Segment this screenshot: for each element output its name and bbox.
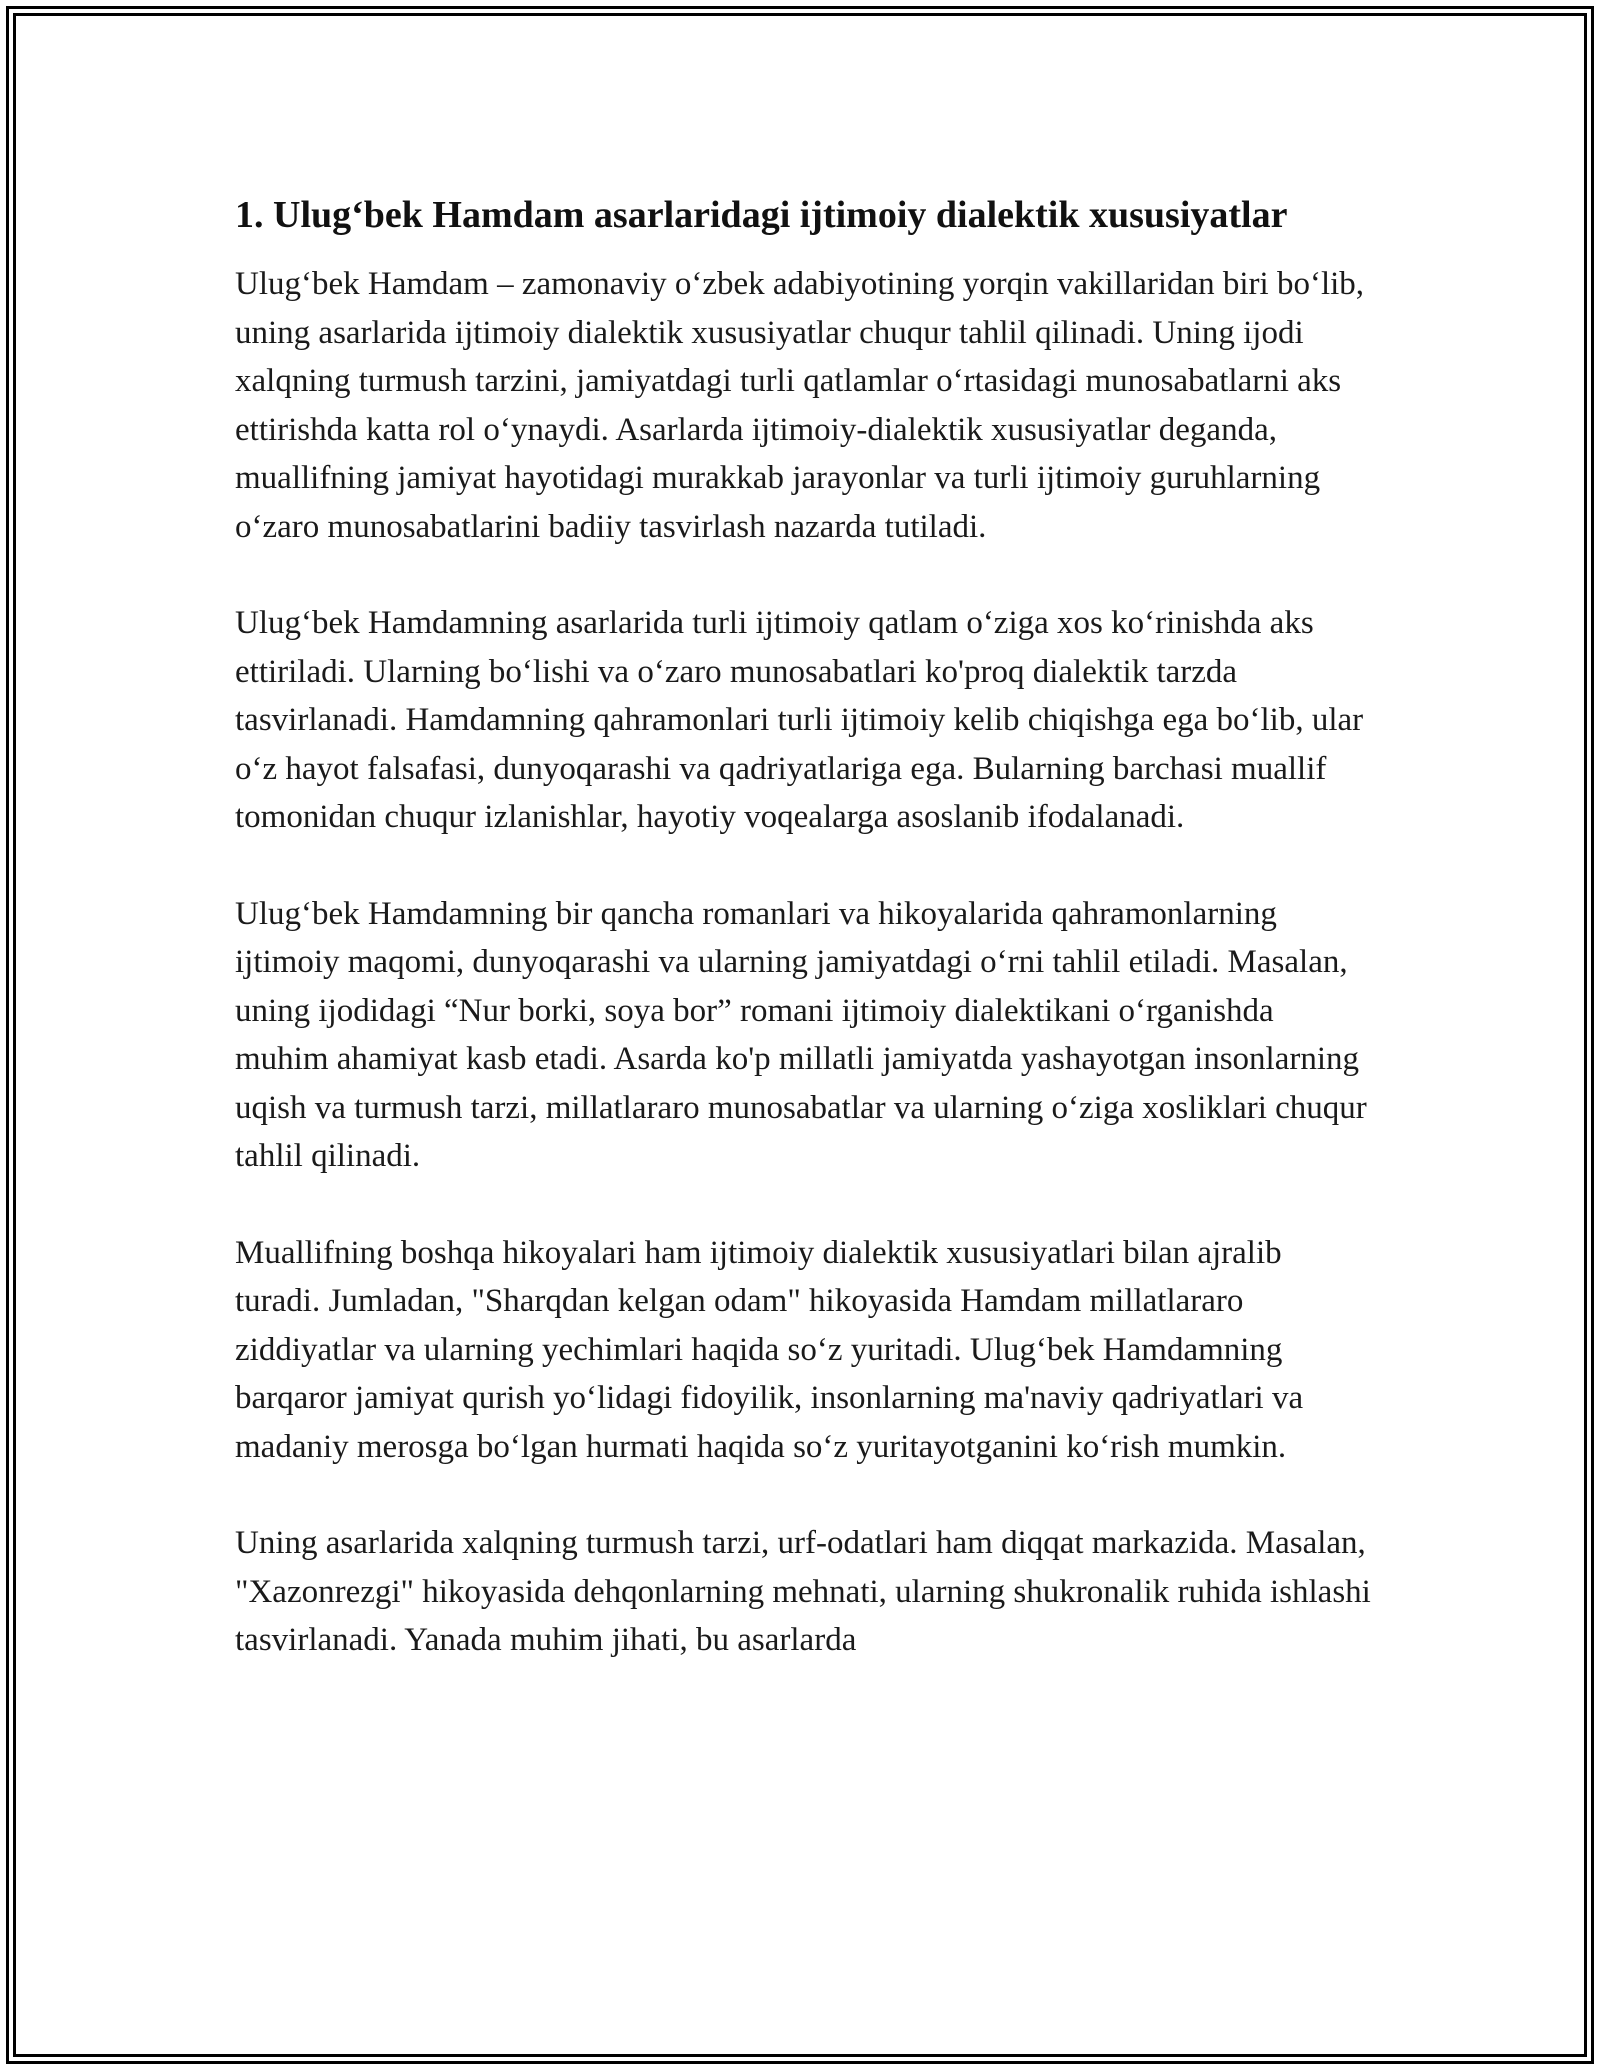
document-body <box>235 188 1375 1713</box>
section-heading: 1. Ulug‘bek Hamdam asarlaridagi ijtimoiy dialektik xususiyatlar <box>235 194 1288 236</box>
paragraph-2: Ulug‘bek Hamdamning asarlarida turli ijtimoiy qatlam o‘ziga xos ko‘rinishda aks ettiriladi. Ularning bo‘lishi va o‘zaro munosabatlari ko'proq dialektik tarzda tasvirlanadi. Hamdamning qahramonlari turli ijtimoiy kelib chiqishga ega bo‘lib, ular o‘z hayot falsafasi, dunyoqarashi va qadriyatlariga ega. Bularning barchasi muallif tomonidan chuqur izlanishlar, hayotiy voqealarga asoslanib ifodalanadi. <box>235 605 1364 835</box>
paragraph-3: Ulug‘bek Hamdamning bir qancha romanlari va hikoyalarida qahramonlarning ijtimoiy maqomi, dunyoqarashi va ularning jamiyatdagi o‘rni tahlil etiladi. Masalan, uning ijodidagi “Nur borki, soya bor” romani ijtimoiy dialektikani o‘rganishda muhim ahamiyat kasb etadi. Asarda ko'p millatli jamiyatda yashayotgan insonlarning uqish va turmush tarzi, millatlararo munosabatlar va ularning o‘ziga xosliklari chuqur tahlil qilinadi. <box>235 895 1367 1174</box>
paragraph-1: Ulug‘bek Hamdam – zamonaviy o‘zbek adabiyotining yorqin vakillaridan biri bo‘lib, uning asarlarida ijtimoiy dialektik xususiyatlar chuqur tahlil qilinadi. Uning ijodi xalqning turmush tarzini, jamiyatdagi turli qatlamlar o‘rtasidagi munosabatlarni aks ettirishda katta rol o‘ynaydi. Asarlarda ijtimoiy-dialektik xususiyatlar deganda, muallifning jamiyat hayotidagi murakkab jarayonlar va turli ijtimoiy guruhlarning o‘zaro munosabatlarini badiiy tasvirlash nazarda tutiladi. <box>235 266 1365 545</box>
paragraph-5: Uning asarlarida xalqning turmush tarzi, urf-odatlari ham diqqat markazida. Masalan, "Xazonrezgi" hikoyasida dehqonlarning mehnati, ularning shukronalik ruhida ishlashi tasvirlanadi. Yanada muhim jihati, bu asarlarda <box>235 1525 1371 1658</box>
paragraph-4: Muallifning boshqa hikoyalari ham ijtimoiy dialektik xususiyatlari bilan ajralib turadi. Jumladan, "Sharqdan kelgan odam" hikoyasida Hamdam millatlararo ziddiyatlar va ularning yechimlari haqida so‘z yuritadi. Ulug‘bek Hamdamning barqaror jamiyat qurish yo‘lidagi fidoyilik, insonlarning ma'naviy qadriyatlari va madaniy merosga bo‘lgan hurmati haqida so‘z yuritayotganini ko‘rish mumkin. <box>235 1234 1304 1465</box>
